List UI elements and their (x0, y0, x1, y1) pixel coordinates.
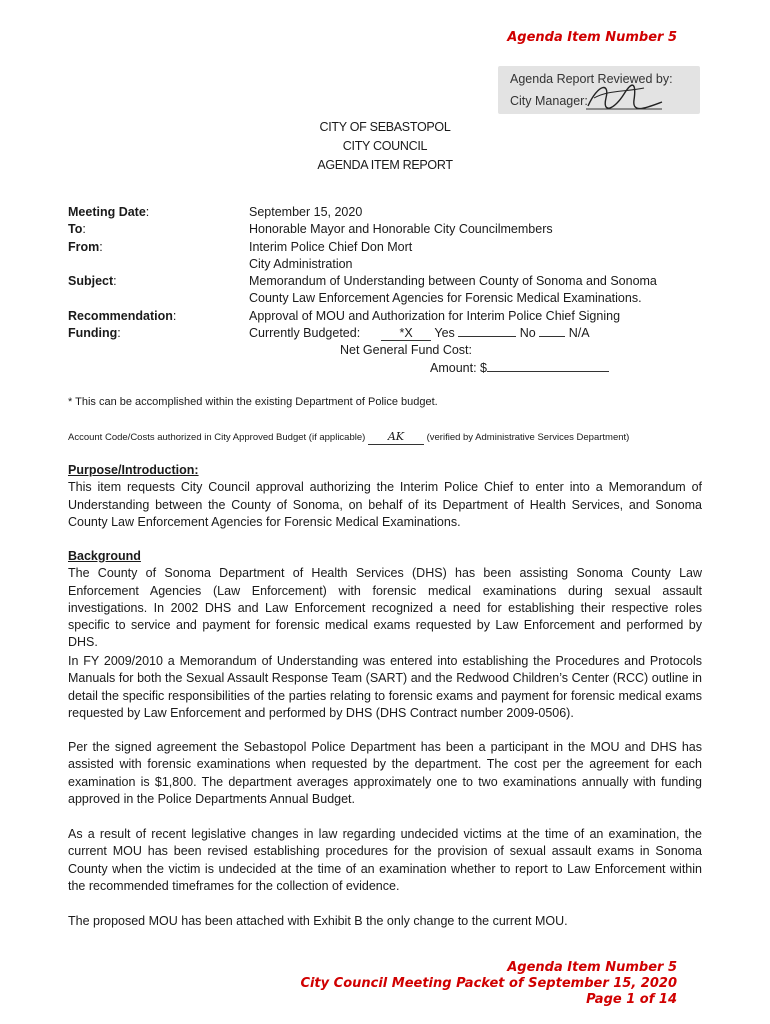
no-label: No (519, 326, 536, 341)
account-code-suffix: (verified by Administrative Services Department) (426, 432, 630, 443)
na-blank (539, 336, 565, 337)
subject-line-2: County Law Enforcement Agencies for Forensic Medical Examinations. (249, 291, 642, 306)
funding-label: Funding (68, 326, 118, 341)
signature-icon (584, 80, 664, 112)
purpose-text: This item requests City Council approval authorizing the Interim Police Chief to enter into a Memorandum of Understanding between the County of Sonoma, on behalf of its Department of Health Services, and Sonoma County Law Enforcement Agencies for Forensic Medical Examinations. (68, 480, 702, 529)
meeting-date-label: Meeting Date (68, 205, 146, 219)
meeting-date: September 15, 2020 (249, 205, 363, 219)
background-paragraph-2: In FY 2009/2010 a Memorandum of Understanding was entered into establishing the Procedures and Protocols Manuals for both the Sexual Assault Response Team (SART) and the Redwood Children’s Center (RCC) outline in detail the specific responsibilities of the parties relating to forensic exams and payment for forensic medical exams requested by Law Enforcement and performed by DHS (DHS Contract number 2009-0506). (68, 654, 702, 720)
to-value: Honorable Mayor and Honorable City Councilmembers (249, 222, 553, 237)
background-heading: Background (68, 549, 141, 563)
funding-row (249, 325, 689, 342)
title-city: CITY OF SEBASTOPOL (319, 120, 451, 134)
footer-page-number: Page 1 of 14 (586, 992, 677, 1007)
purpose-heading: Purpose/Introduction: (68, 463, 199, 477)
stamp-line-reviewed: Agenda Report Reviewed by: (510, 72, 673, 86)
review-stamp (498, 66, 700, 114)
yes-label: Yes (434, 326, 455, 341)
background-paragraph-1: The County of Sonoma Department of Health Services (DHS) has been assisting Sonoma County Law Enforcement Agencies (Law Enforcement) with forensic medical examinations during sexual assault investigations. In 2002 DHS and Law Enforcement recognized a need for establishing their respective roles specific to service and payment for forensic medical exams requested by Law Enforcement and performed by DHS. (68, 566, 702, 650)
subject-label: Subject (68, 274, 114, 289)
net-general-fund-cost: Net General Fund Cost: (340, 343, 473, 358)
account-code-line (68, 430, 629, 445)
agenda-item-header: Agenda Item Number 5 (507, 30, 677, 45)
background-paragraph-5: The proposed MOU has been attached with Exhibit B the only change to the current MOU. (68, 914, 568, 928)
no-blank (458, 336, 516, 337)
na-label: N/A (568, 326, 590, 341)
amount-blank (487, 371, 609, 372)
footer-agenda-item: Agenda Item Number 5 (507, 960, 677, 975)
account-code-prefix: Account Code/Costs authorized in City Approved Budget (if applicable) (68, 432, 366, 443)
currently-budgeted-label: Currently Budgeted: (249, 326, 361, 341)
report-title (0, 118, 770, 175)
yes-blank: *X (381, 327, 431, 341)
meeting-info: Meeting Date: September 15, 2020 To: Honorable Mayor and Honorable City Councilmembers From: Interim Police Chief Don Mort City Administration Subject: Memorandum of Understanding between County of Sonoma and Sonoma County Law Enforcement Agencies for Forensic Medical Examinations. Recommendation: Approval of MOU and Authorization for Interim Police Chief Signing Funding: Currently Budgeted: *X Yes No N/A Net General Fund Cost: Amount: $ (68, 204, 770, 377)
title-council: CITY COUNCIL (342, 139, 428, 153)
account-initials (368, 430, 424, 445)
recommendation-value: Approval of MOU and Authorization for Interim Police Chief Signing (249, 308, 621, 323)
to-label: To (68, 222, 83, 237)
page-footer (300, 960, 677, 1008)
from-department: City Administration (249, 256, 353, 271)
from-value: Interim Police Chief Don Mort (249, 239, 413, 254)
background-section (68, 548, 702, 652)
background-paragraph-4: As a result of recent legislative changes in law regarding undecided victims at the time of an examination, the current MOU has been revised establishing procedures for the provision of sexual assault exams in Sonoma County when the victim is undecided at the time of an examination whether to report to Law Enforcement within the recommended timeframes for the collection of evidence. (68, 827, 702, 893)
recommendation-label: Recommendation (68, 308, 173, 323)
title-report: AGENDA ITEM REPORT (317, 158, 453, 172)
initials-text: AK (387, 430, 405, 443)
background-paragraph-3: Per the signed agreement the Sebastopol Police Department has been a participant in the MOU and DHS has assisted with forensic examinations when requested by the department. The cost per the agreement for each examination is $1,800. The department averages approximately one to two examinations annually with funding approved in the Police Departments Annual Budget. (68, 740, 702, 806)
from-label: From (68, 239, 100, 254)
footer-packet: City Council Meeting Packet of September 15, 2020 (300, 976, 677, 991)
amount-label: Amount: $ (430, 360, 487, 375)
purpose-section (68, 462, 702, 531)
stamp-line-city-manager: City Manager: (510, 94, 588, 108)
budget-note: * This can be accomplished within the existing Department of Police budget. (68, 396, 438, 408)
subject-line-1: Memorandum of Understanding between County of Sonoma and Sonoma (249, 274, 657, 289)
